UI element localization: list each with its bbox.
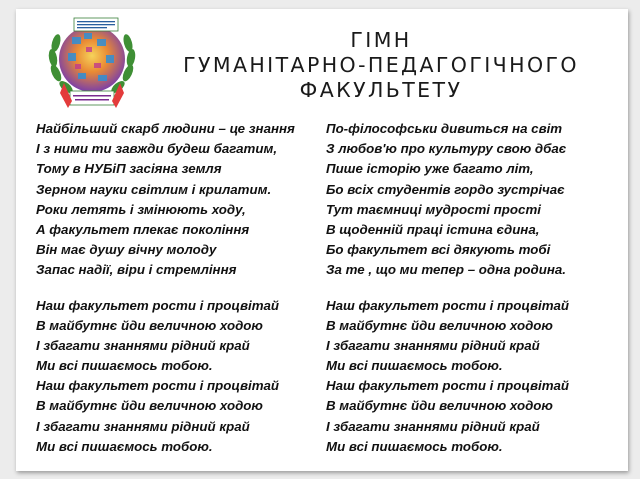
chorus-line: І збагати знаннями рідний край: [36, 337, 250, 353]
chorus-line: Наш факультет рости і процвітай: [326, 297, 570, 313]
verse-line: Тут таємниці мудрості прості: [326, 201, 541, 217]
chorus-line: Наш факультет рости і процвітай: [36, 297, 280, 313]
chorus-line: І збагати знаннями рідний край: [36, 418, 250, 434]
verse-line: А факультет плекає покоління: [36, 221, 250, 237]
verse-line: В щоденній праці істина єдина,: [326, 221, 540, 237]
verse-line: За те , що ми тепер – одна родина.: [326, 262, 566, 278]
chorus-line: В майбутнє йди величною ходою: [326, 398, 553, 414]
verse-line: Пише історію уже багато літ,: [326, 161, 534, 177]
faculty-logo-icon: [42, 13, 142, 113]
chorus-line: І збагати знаннями рідний край: [326, 418, 540, 434]
title-line: ГУМАНІТАРНО-ПЕДАГОГІЧНОГО: [183, 53, 579, 77]
chorus-line: Ми всі пишаємось тобою.: [326, 438, 503, 454]
chorus-line: В майбутнє йди величною ходою: [36, 398, 263, 414]
chorus-line: Ми всі пишаємось тобою.: [36, 438, 213, 454]
slide: [16, 9, 628, 471]
title-line: ГІМН: [350, 28, 412, 52]
slide-title: [144, 28, 618, 103]
verse-line: Запас надії, віри і стремління: [36, 262, 237, 278]
right-column: [326, 119, 569, 457]
chorus-line: І збагати знаннями рідний край: [326, 337, 540, 353]
chorus-line: Ми всі пишаємось тобою.: [326, 358, 503, 374]
chorus-line: В майбутнє йди величною ходою: [326, 317, 553, 333]
verse-line: Зерном науки світлим і крилатим.: [36, 181, 272, 197]
title-line: ФАКУЛЬТЕТУ: [299, 78, 463, 102]
verse-line: Бо всіх студентів гордо зустрічає: [326, 181, 565, 197]
verse-line: І з ними ти завжди будеш багатим,: [36, 141, 278, 157]
chorus-line: Наш факультет рости і процвітай: [326, 378, 570, 394]
chorus-line: В майбутнє йди величною ходою: [36, 317, 263, 333]
verse-line: Найбільший скарб людини – це знання: [36, 121, 295, 136]
verse-line: Бо факультет всі дякують тобі: [326, 242, 551, 258]
verse-line: По-філософськи дивиться на світ: [326, 121, 563, 136]
chorus-line: Ми всі пишаємось тобою.: [36, 358, 213, 374]
chorus-line: Наш факультет рости і процвітай: [36, 378, 280, 394]
verse-line: З любов'ю про культуру свою дбає: [326, 141, 567, 157]
verse-line: Тому в НУБіП засіяна земля: [36, 161, 222, 177]
left-column: [36, 119, 295, 457]
verse-line: Роки летять і змінюють ходу,: [36, 201, 246, 217]
verse-line: Він має душу вічну молоду: [36, 242, 217, 258]
